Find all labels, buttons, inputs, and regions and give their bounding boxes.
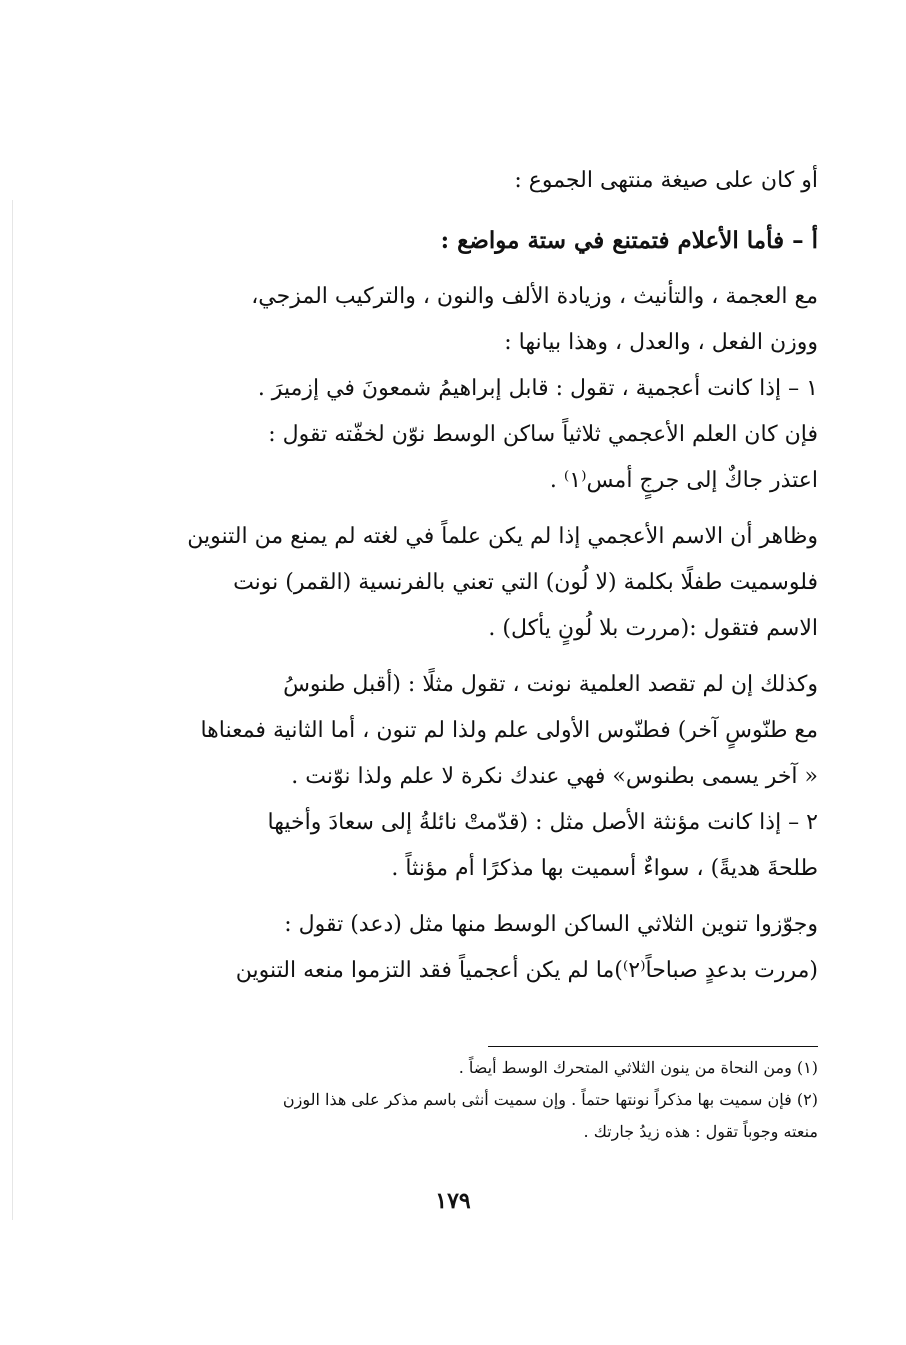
intro-line: أو كان على صيغة منتهى الجموع : [514,168,818,193]
text-line: مع العجمة ، والتأنيث ، وزيادة الألف والنون ، والتركيب المزجي، [251,284,818,309]
text-line: وظاهر أن الاسم الأعجمي إذا لم يكن علماً في لغته لم يمنع من التنوين [187,524,818,549]
text-line: فإن كان العلم الأعجمي ثلاثياً ساكن الوسط نوّن لخفّته تقول : [268,422,818,447]
body-text [150,158,818,994]
text-line: وكذلك إن لم تقصد العلمية نونت ، تقول مثلًا : (أقبل طنوسُ [283,672,818,697]
footnote-continuation: منعته وجوباً تقول : هذه زيدُ جارتك . [583,1122,818,1141]
footnote: (٢) فإن سميت بها مذكراً نونتها حتماً . وإن سميت أنثى باسم مذكر على هذا الوزن [282,1090,818,1109]
text-line: مع طنّوسٍ آخر) فطنّوس الأولى علم ولذا لم تنون ، أما الثانية فمعناها [200,718,818,743]
text-line: فلوسميت طفلًا بكلمة (لا لُون) التي تعني بالفرنسية (القمر) نونت [233,570,818,595]
text-line: وجوّزوا تنوين الثلاثي الساكن الوسط منها مثل (دعد) تقول : [284,912,818,937]
text-line: الاسم فتقول :(مررت بلا لُونٍ يأكل) . [488,616,818,641]
text-line: ١ – إذا كانت أعجمية ، تقول : قابل إبراهيمُ شمعونَ في إزميرَ . [257,376,818,401]
footnote-separator [488,1046,818,1047]
text-line: « آخر يسمى بطنوس» فهي عندك نكرة لا علم ولذا نوّنت . [291,764,818,789]
section-heading: أ – فأما الأعلام فتمتنع في ستة مواضع : [440,227,818,254]
footnotes [150,1052,818,1148]
text-line: ٢ – إذا كانت مؤنثة الأصل مثل : (قدّمتْ نائلةُ إلى سعادَ وأخيها [267,810,818,835]
page-number: ١٧٩ [435,1188,471,1214]
text-line: (مررت بدعدٍ صباحاً⁽٢⁾)ما لم يكن أعجمياً فقد التزموا منعه التنوين [235,958,818,983]
text-line: طلحةَ هديةً) ، سواءٌ أسميت بها مذكرًا أم مؤنثاً . [391,856,818,881]
page-edge-line [12,200,13,1220]
text-line: اعتذر جاكٌ إلى جرجٍ أمس⁽١⁾ . [549,468,818,493]
footnote: (١) ومن النحاة من ينون الثلاثي المتحرك الوسط أيضاً . [458,1058,818,1077]
text-line: ووزن الفعل ، والعدل ، وهذا بيانها : [504,330,818,355]
